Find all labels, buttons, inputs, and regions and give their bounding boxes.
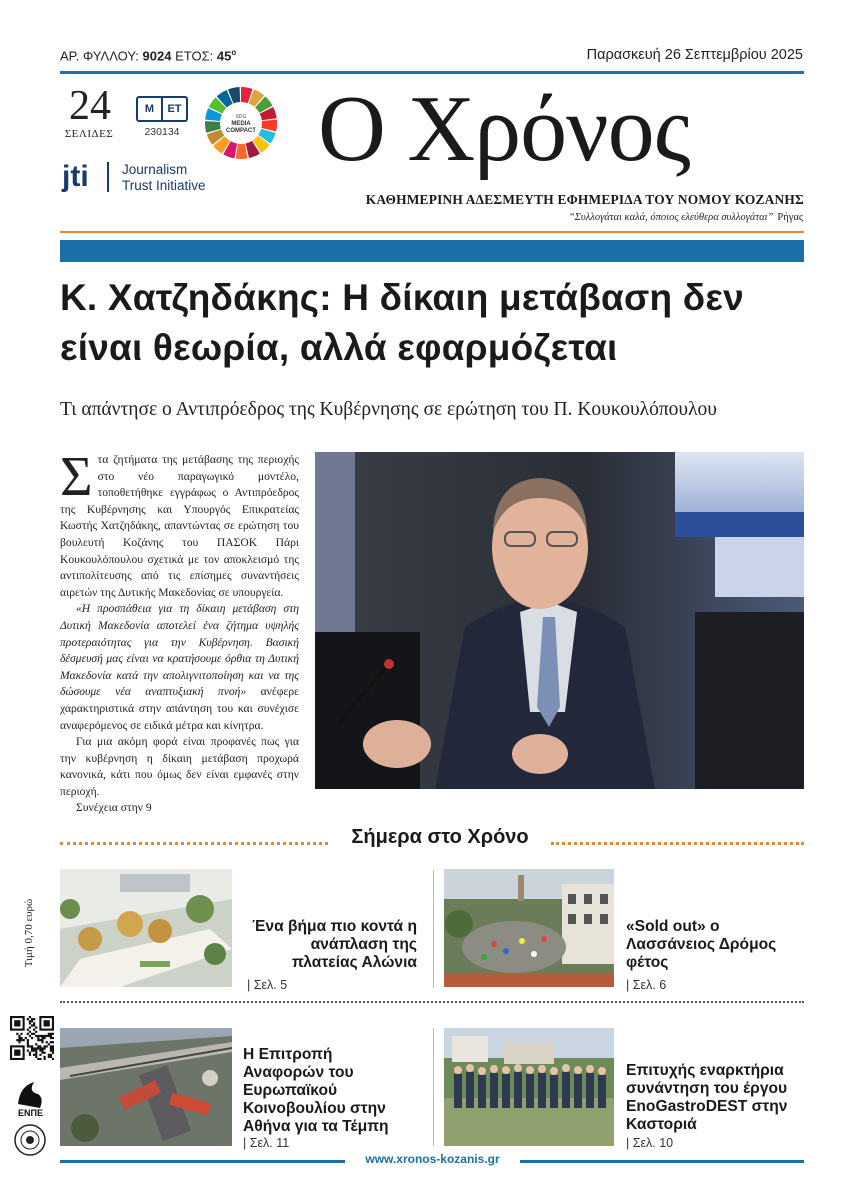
lead-headline[interactable]: Κ. Χατζηδάκης: Η δίκαιη μετάβαση δεν είναι θεωρία, αλλά εφαρμόζεται [60,277,744,368]
jti-name: Journalism Trust Initiative [122,162,206,193]
footer-rule-left [60,1160,345,1163]
newspaper-subtitle: ΚΑΘΗΜΕΡΙΝΗ ΑΔΕΣΜΕΥΤΗ ΕΦΗΜΕΡΙΔΑ ΤΟΥ ΝΟΜΟΥ ΚΟΖΑΝΗΣ [365,192,804,207]
newspaper-motto: “Συλλογάται καλά, όποιος ελεύθερα συλλογάται” Ρήγας [568,212,803,223]
lead-paragraph: Για μια ακόμη φορά είναι προφανές πως για την κυβέρνηση η δίκαιη μετάβαση προχωρά κανονικά, κάτι που όμως δεν είναι εμφανές στην περιοχή. [60,735,299,798]
column-divider [433,1028,434,1146]
story-title[interactable]: Ένα βήμα πιο κοντά η ανάπλαση της πλατείας Αλώνια [252,918,417,971]
epta-logo [14,1078,48,1118]
section-title: Σήμερα στο Χρόνο [351,826,529,848]
story-title[interactable]: Η Επιτροπή Αναφορών του Ευρωπαϊκού Κοινοβουλίου στην Αθήνα για τα Τέμπη [243,1046,389,1135]
column-divider [433,870,434,988]
story-thumbnail[interactable] [444,1028,614,1146]
footer-website-link[interactable]: www.xronos-kozanis.gr [365,1152,500,1166]
sdg-badge-text: COMPACT [226,128,256,134]
jti-logo: jti [62,160,89,193]
story-thumbnail[interactable] [60,1028,232,1146]
newspaper-title: Ο Χρόνος [318,77,690,181]
row-divider [60,1001,804,1003]
story-page-ref: | Σελ. 5 [247,978,288,992]
issue-date: Παρασκευή 26 Σεπτεμβρίου 2025 [586,47,803,63]
sdg-segment [236,144,248,159]
met-registry-number: 230134 [144,126,180,138]
story-title[interactable]: Επιτυχής εναρκτήρια συνάντηση του έργου EnoGastroDEST στην Καστοριά [626,1062,788,1133]
continued-link[interactable]: Συνέχεια στην 9 [76,801,152,815]
dropcap: Σ [60,446,93,508]
sdg-badge-text: MEDIA [231,121,251,127]
section-rule-right [551,842,804,845]
story-page-ref: | Σελ. 11 [243,1136,290,1150]
story-thumbnail[interactable] [444,869,614,987]
lead-paragraph: Στα ζητήματα της μετάβασης της περιοχής στο νέο παραγωγικό μοντέλο, τοποθετήθηκε εγγράφως ο Αντιπρόεδρος της Κυβέρνησης και Υπουργός Επικρατείας Κωστής Χατζηδάκης, απαντώντας σε ερώτηση του βουλευτή Κοζάνης του ΠΑΣΟΚ Πάρι Κουκουλόπουλου σχετικά με τον αποκλεισμό της αντιπολίτευσης από τις επίσημες συναντήσεις αιρετών της Δυτικής Μακεδονίας σε υπουργεία. [60,446,299,599]
masthead-band [60,240,804,262]
lead-paragraph: «Η προσπάθεια για τη δίκαιη μετάβαση στη Δυτική Μακεδονία αποτελεί ένα ζήτημα υψηλής προτεραιότητας για την Κυβέρνηση. Βασική δέσμευσή μας είναι να κρατήσουμε όρθια τη Δυτική Μακεδονία κατά την απολιγνιτοποίηση και να της δώσουμε νέα αναπτυξιακή πνοή» ανέφερε χαρακτηριστικά στην απάντηση του και συνέχισε αναφερόμενος σε ειδικά μέτρα και κίνητρα. [60,602,299,732]
page-count: 24 [69,83,111,129]
story-page-ref: | Σελ. 6 [626,978,667,992]
sdg-media-compact-icon [204,86,278,160]
lead-lede: Τι απάντησε ο Αντιπρόεδρος της Κυβέρνησης σε ερώτηση του Π. Κουκουλόπουλου [60,399,717,420]
qr-code-icon[interactable] [10,1016,54,1060]
met-logo: Μ ΕΤ [136,96,188,122]
lead-photo [315,452,804,789]
story-page-ref: | Σελ. 10 [626,1136,674,1150]
footer-rule-right [520,1160,804,1163]
story-title[interactable]: «Sold out» ο Λασσάνειος Δρόμος φέτος [626,918,777,971]
sdg-badge-text: SDG [235,114,247,120]
seal-icon [14,1124,46,1156]
price-label: Τιμή 0,70 ευρώ [23,898,35,968]
jti-divider [107,162,109,192]
svg-text:ΕΝΠΕ: ΕΝΠΕ [18,1108,44,1118]
page-count-label: ΣΕΛΙΔΕΣ [64,128,114,140]
masthead-rule [60,231,804,233]
story-thumbnail[interactable] [60,869,232,987]
section-rule-left [60,842,328,845]
issue-info: ΑΡ. ΦΥΛΛΟΥ: 9024 ΕΤΟΣ: $45^o$ [60,48,237,64]
lead-body [60,446,299,817]
